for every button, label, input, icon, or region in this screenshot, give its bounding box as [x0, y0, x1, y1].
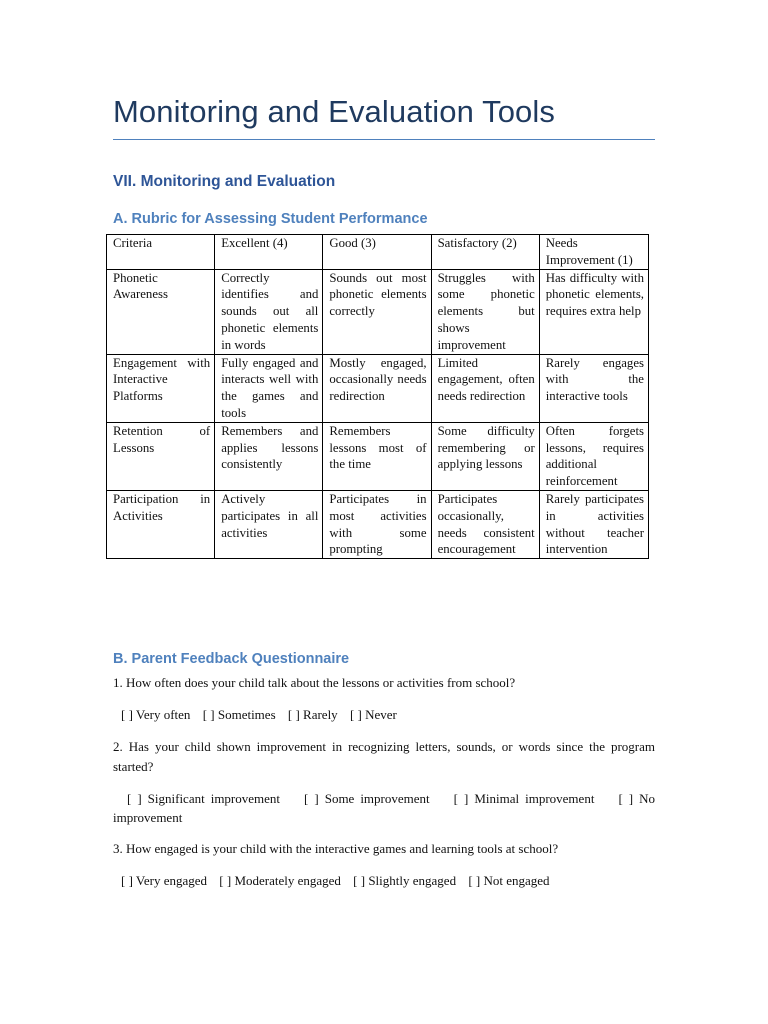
- header-cell: Needs Improvement (1): [539, 235, 648, 270]
- answer-option[interactable]: [ ] Very often: [121, 707, 191, 722]
- table-row: [107, 490, 649, 558]
- section-heading: VII. Monitoring and Evaluation: [113, 173, 336, 190]
- answer-option[interactable]: [ ] Sometimes: [202, 707, 276, 722]
- answer-option[interactable]: [ ] Not engaged: [468, 873, 550, 888]
- table-cell: Actively participates in all activities: [215, 490, 323, 558]
- header-cell: Good (3): [323, 235, 431, 270]
- table-cell: Retention of Lessons: [107, 422, 215, 490]
- table-header-row: [107, 235, 649, 270]
- questionnaire-heading: B. Parent Feedback Questionnaire: [113, 651, 350, 667]
- table-cell: Limited engagement, often needs redirection: [431, 354, 539, 422]
- table-row: [107, 269, 649, 354]
- table-row: [107, 354, 649, 422]
- rubric-table: [106, 234, 649, 559]
- table-cell: Correctly identifies and sounds out all phonetic elements in words: [215, 269, 323, 354]
- title-underline: [113, 139, 655, 140]
- question-3: 3. How engaged is your child with the interactive games and learning tools at school?: [113, 841, 559, 856]
- table-cell: Fully engaged and interacts well with the games and tools: [215, 354, 323, 422]
- table-cell: Phonetic Awareness: [107, 269, 215, 354]
- table-cell: Participates in most activities with some prompting: [323, 490, 431, 558]
- table-cell: Remembers and applies lessons consistently: [215, 422, 323, 490]
- answer-option[interactable]: [ ] Very engaged: [121, 873, 208, 888]
- answer-option[interactable]: [ ] Minimal improvement: [453, 791, 595, 806]
- question-2-options: [113, 789, 655, 827]
- table-cell: Often forgets lessons, requires additional reinforcement: [539, 422, 648, 490]
- rubric-heading: A. Rubric for Assessing Student Performance: [113, 211, 428, 227]
- header-cell: Satisfactory (2): [431, 235, 539, 270]
- answer-option[interactable]: [ ] Significant improvement: [127, 791, 281, 806]
- table-cell: Participation in Activities: [107, 490, 215, 558]
- question-2: 2. Has your child shown improvement in recognizing letters, sounds, or words since the program started?: [113, 739, 655, 774]
- table-cell: Struggles with some phonetic elements but shows improvement: [431, 269, 539, 354]
- page-title: Monitoring and Evaluation Tools: [113, 94, 555, 129]
- answer-option[interactable]: [ ] Rarely: [287, 707, 338, 722]
- table-cell: Rarely engages with the interactive tools: [539, 354, 648, 422]
- answer-option[interactable]: [ ] Never: [349, 707, 397, 722]
- question-1: 1. How often does your child talk about the lessons or activities from school?: [113, 675, 516, 690]
- answer-option[interactable]: [ ] Some improvement: [304, 791, 430, 806]
- table-cell: Engagement with Interactive Platforms: [107, 354, 215, 422]
- answer-option[interactable]: [ ] Slightly engaged: [353, 873, 457, 888]
- table-cell: Has difficulty with phonetic elements, requires extra help: [539, 269, 648, 354]
- header-cell: Excellent (4): [215, 235, 323, 270]
- header-cell: Criteria: [107, 235, 215, 270]
- table-cell: Mostly engaged, occasionally needs redirection: [323, 354, 431, 422]
- table-cell: Sounds out most phonetic elements correctly: [323, 269, 431, 354]
- table-cell: Remembers lessons most of the time: [323, 422, 431, 490]
- table-cell: Rarely participates in activities without teacher intervention: [539, 490, 648, 558]
- table-row: [107, 422, 649, 490]
- table-cell: Participates occasionally, needs consistent encouragement: [431, 490, 539, 558]
- question-1-options: [121, 705, 406, 725]
- answer-option[interactable]: [ ] Moderately engaged: [219, 873, 341, 888]
- table-cell: Some difficulty remembering or applying lessons: [431, 422, 539, 490]
- question-3-options: [121, 871, 559, 891]
- answer-option[interactable]: [ ] No improvement: [113, 791, 656, 825]
